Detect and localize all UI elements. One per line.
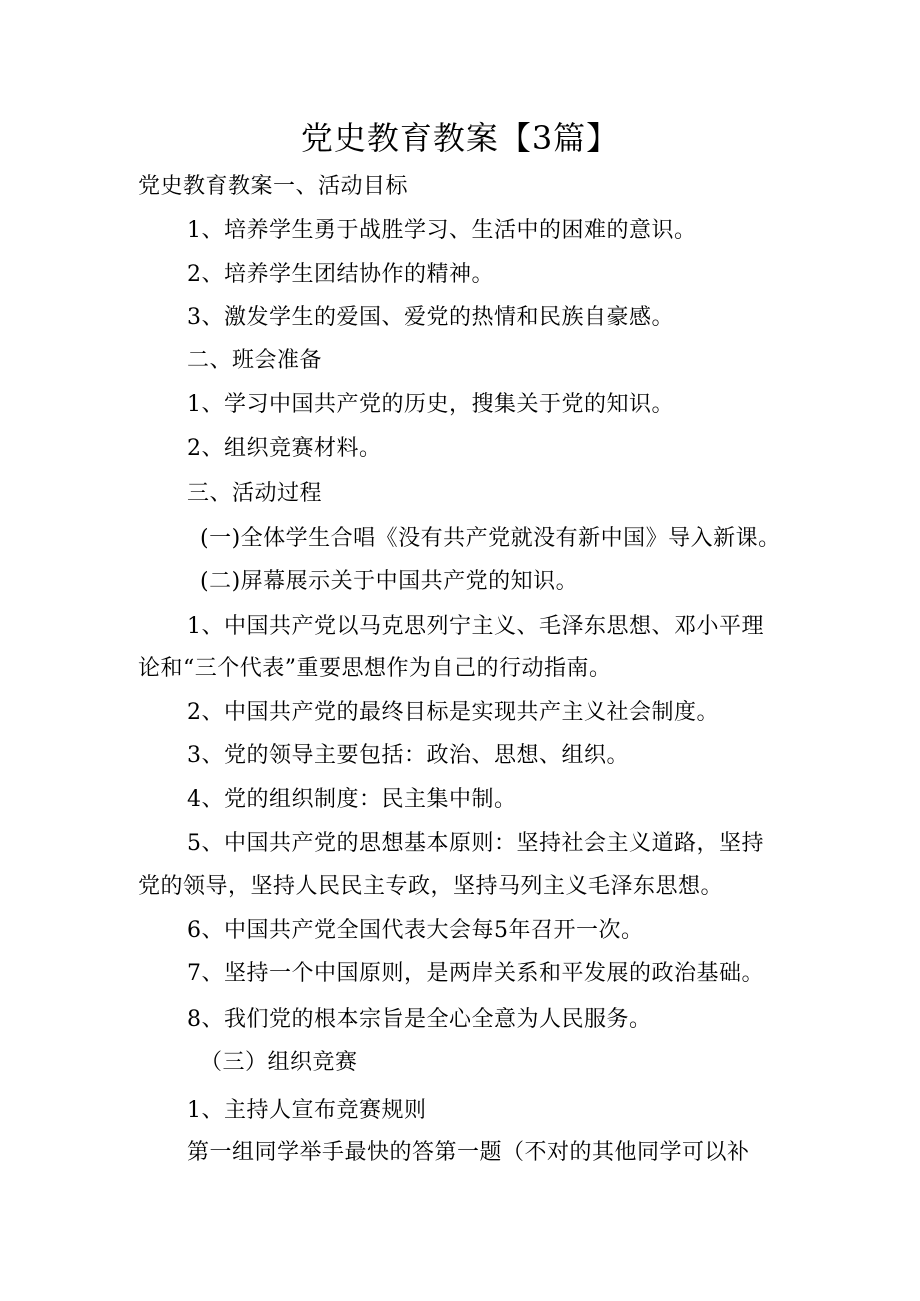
paragraph-knowledge-7: 7、坚持一个中国原则，是两岸关系和平发展的政治基础。 [187, 961, 764, 986]
paragraph-knowledge-5-line-1: 5、中国共产党的思想基本原则：坚持社会主义道路，坚持 [187, 831, 764, 856]
paragraph-knowledge-4: 4、党的组织制度：民主集中制。 [187, 787, 517, 812]
heading-organize-competition: （三）组织竞赛 [200, 1050, 358, 1075]
paragraph-knowledge-5-line-2: 党的领导，坚持人民民主专政，坚持马列主义毛泽东思想。 [138, 874, 724, 899]
paragraph-goal-1: 1、培养学生勇于战胜学习、生活中的困难的意识。 [187, 218, 697, 243]
paragraph-knowledge-1-line-2: 论和“三个代表”重要思想作为自己的行动指南。 [138, 656, 612, 681]
document-title: 党史教育教案【3篇】 [300, 119, 620, 157]
paragraph-goal-3: 3、激发学生的爱国、爱党的热情和民族自豪感。 [187, 305, 674, 330]
paragraph-competition-1: 1、主持人宣布竞赛规则 [187, 1098, 427, 1123]
paragraph-knowledge-1-line-1: 1、中国共产党以马克思列宁主义、毛泽东思想、邓小平理 [187, 614, 764, 639]
heading-activity-goals: 党史教育教案一、活动目标 [138, 174, 409, 199]
paragraph-knowledge-8: 8、我们党的根本宗旨是全心全意为人民服务。 [187, 1007, 652, 1032]
heading-class-preparation: 二、班会准备 [187, 348, 323, 373]
paragraph-knowledge-3: 3、党的领导主要包括：政治、思想、组织。 [187, 743, 629, 768]
paragraph-competition-rules: 第一组同学举手最快的答第一题（不对的其他同学可以补 [187, 1140, 750, 1165]
paragraph-prep-1: 1、学习中国共产党的历史，搜集关于党的知识。 [187, 392, 674, 417]
paragraph-process-2: (二)屏幕展示关于中国共产党的知识。 [200, 569, 579, 594]
paragraph-prep-2: 2、组织竞赛材料。 [187, 436, 382, 461]
paragraph-knowledge-2: 2、中国共产党的最终目标是实现共产主义社会制度。 [187, 700, 719, 725]
paragraph-knowledge-6: 6、中国共产党全国代表大会每5年召开一次。 [187, 918, 644, 943]
paragraph-goal-2: 2、培养学生团结协作的精神。 [187, 262, 494, 287]
paragraph-process-1: (一)全体学生合唱《没有共产党就没有新中国》导入新课。 [200, 526, 781, 551]
heading-activity-process: 三、活动过程 [187, 481, 323, 506]
